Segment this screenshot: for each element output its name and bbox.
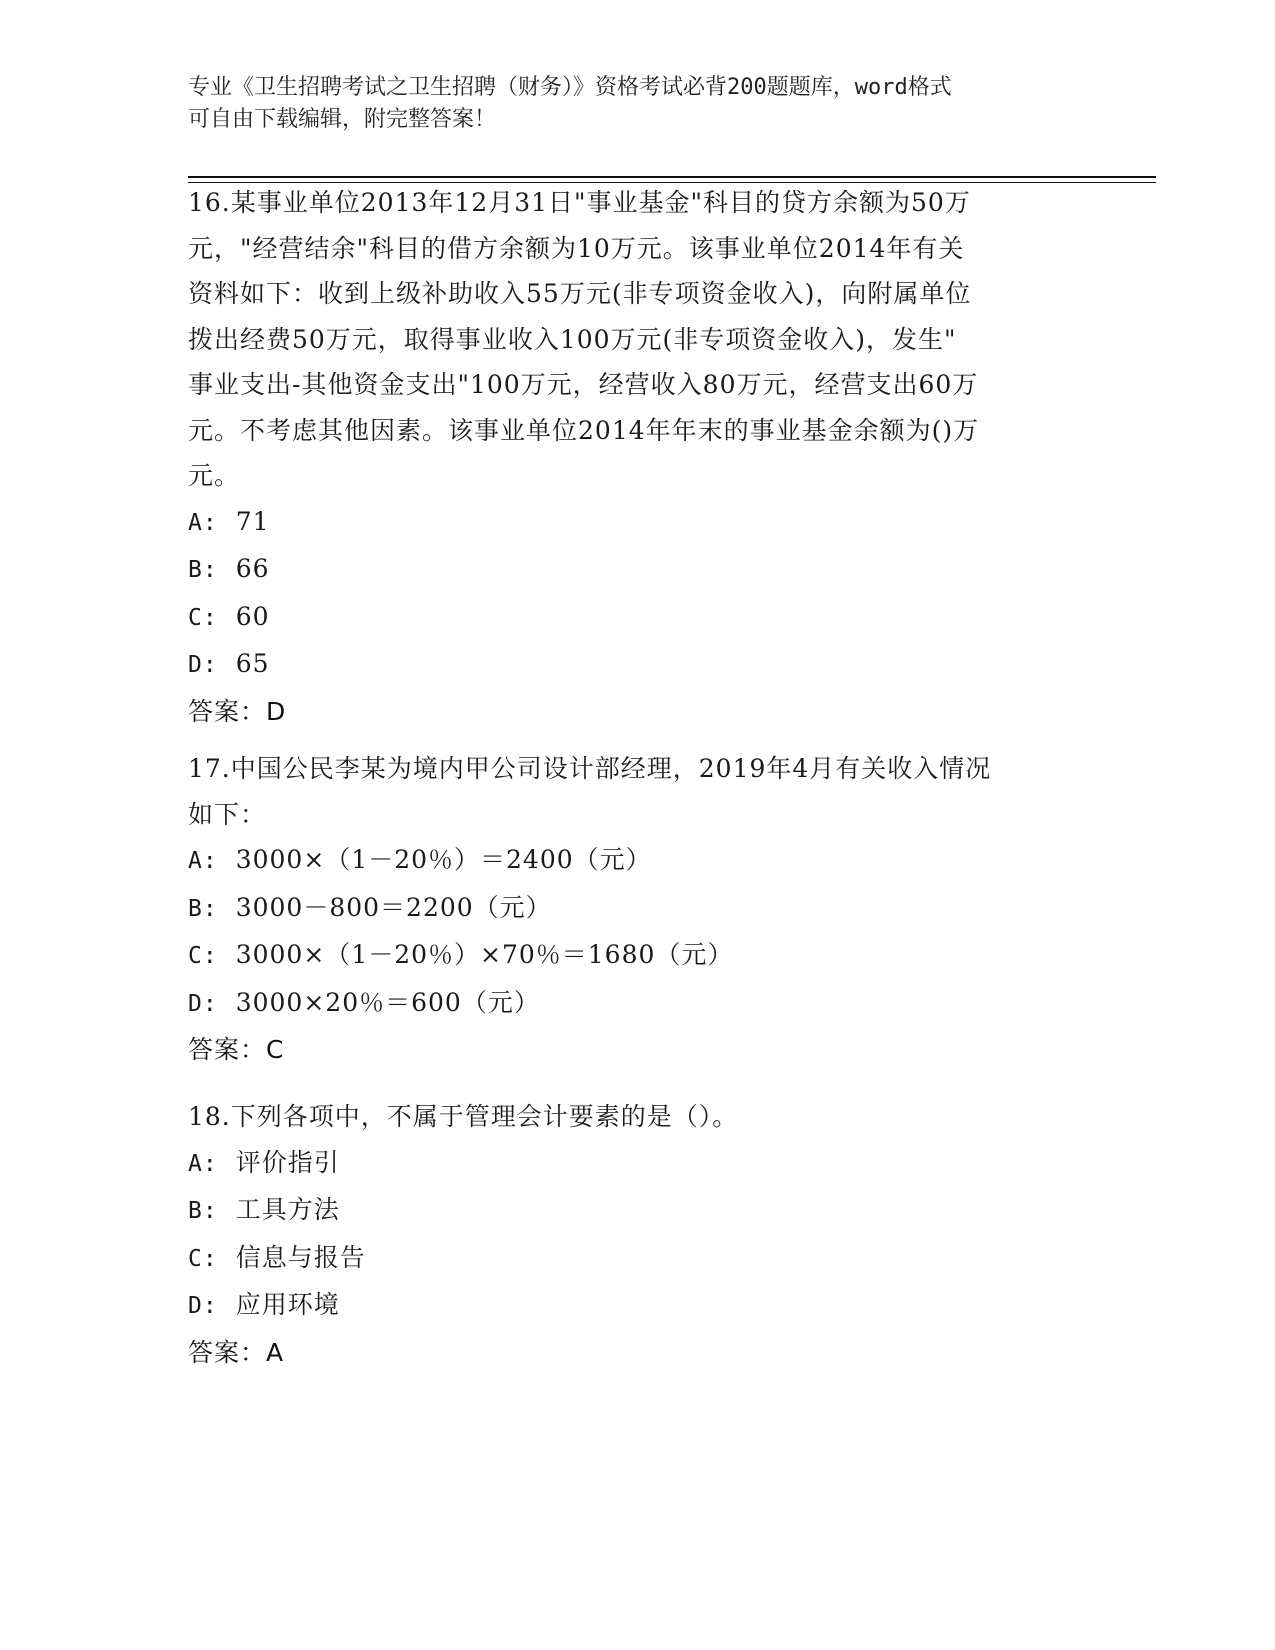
option-text: 信息与报告 bbox=[235, 1242, 366, 1272]
option-b bbox=[188, 1187, 1088, 1235]
question-stem-line: 16.某事业单位2013年12月31日"事业基金"科目的贷方余额为50万 bbox=[188, 188, 971, 217]
option-colon: : bbox=[202, 990, 218, 1017]
option-colon: : bbox=[202, 557, 218, 583]
option-text: 3000×（1－20％）×70％＝1680（元） bbox=[235, 940, 734, 969]
option-letter: D bbox=[188, 1293, 203, 1319]
question-18 bbox=[188, 1094, 1088, 1375]
option-c bbox=[188, 932, 1088, 980]
option-a bbox=[188, 1140, 1088, 1188]
option-colon: : bbox=[202, 848, 218, 874]
option-b bbox=[188, 546, 1088, 594]
option-text: 66 bbox=[235, 554, 270, 583]
option-text: 71 bbox=[235, 506, 270, 536]
option-text: 60 bbox=[235, 601, 270, 631]
option-letter: A bbox=[188, 1150, 203, 1177]
question-stem-line: 资料如下：收到上级补助收入55万元(非专项资金收入)，向附属单位 bbox=[188, 279, 972, 308]
option-d bbox=[188, 980, 1088, 1028]
option-letter: C bbox=[188, 943, 203, 969]
question-stem-line: 如下： bbox=[188, 799, 267, 829]
question-stem-line: 事业支出-其他资金支出"100万元，经营收入80万元，经营支出60万 bbox=[188, 370, 979, 399]
option-b bbox=[188, 885, 1088, 933]
option-letter: D bbox=[188, 652, 203, 678]
option-text: 应用环境 bbox=[235, 1290, 340, 1319]
option-letter: B bbox=[188, 1198, 203, 1224]
option-c bbox=[188, 1235, 1088, 1283]
option-d bbox=[188, 1282, 1088, 1330]
option-a bbox=[188, 837, 1088, 885]
option-colon: : bbox=[202, 1245, 218, 1272]
option-colon: : bbox=[202, 943, 218, 969]
option-text: 工具方法 bbox=[235, 1195, 340, 1224]
answer-line: 答案：D bbox=[188, 696, 287, 726]
option-colon: : bbox=[202, 604, 218, 631]
header-line-2: 可自由下载编辑，附完整答案！ bbox=[188, 107, 497, 132]
answer-line: 答案：C bbox=[188, 1035, 285, 1064]
option-text: 65 bbox=[235, 649, 270, 678]
header-line-1: 专业《卫生招聘考试之卫生招聘（财务）》资格考试必背200题题库，word格式 bbox=[188, 75, 952, 100]
answer-line: 答案：A bbox=[188, 1337, 285, 1367]
option-d bbox=[188, 641, 1088, 689]
question-stem-line: 18.下列各项中，不属于管理会计要素的是（）。 bbox=[188, 1102, 739, 1131]
option-a bbox=[188, 499, 1088, 547]
question-16 bbox=[188, 180, 1088, 734]
option-colon: : bbox=[202, 509, 218, 536]
document-header bbox=[188, 72, 1068, 136]
option-colon: : bbox=[202, 652, 218, 678]
option-letter: B bbox=[188, 895, 203, 922]
option-colon: : bbox=[202, 1150, 218, 1177]
question-stem-line: 元。 bbox=[188, 461, 241, 490]
question-stem-line: 拨出经费50万元，取得事业收入100万元(非专项资金收入)，发生" bbox=[188, 324, 957, 354]
question-17 bbox=[188, 746, 1088, 1073]
header-divider-thick bbox=[188, 176, 1156, 178]
option-letter: C bbox=[188, 1245, 203, 1272]
question-stem-line: 17.中国公民李某为境内甲公司设计部经理，2019年4月有关收入情况 bbox=[188, 754, 992, 783]
option-text: 3000×（1－20％）＝2400（元） bbox=[235, 845, 652, 874]
option-text: 3000－800＝2200（元） bbox=[235, 892, 552, 922]
option-letter: D bbox=[188, 990, 203, 1017]
question-stem-line: 元。不考虑其他因素。该事业单位2014年年末的事业基金余额为()万 bbox=[188, 415, 980, 445]
option-colon: : bbox=[202, 1293, 218, 1319]
option-letter: A bbox=[188, 509, 203, 536]
option-letter: A bbox=[188, 848, 203, 874]
option-text: 3000×20％＝600（元） bbox=[235, 987, 540, 1017]
option-text: 评价指引 bbox=[235, 1147, 340, 1177]
option-colon: : bbox=[202, 895, 218, 922]
option-colon: : bbox=[202, 1198, 218, 1224]
option-c bbox=[188, 594, 1088, 642]
option-letter: B bbox=[188, 557, 203, 583]
question-stem-line: 元，"经营结余"科目的借方余额为10万元。该事业单位2014年有关 bbox=[188, 233, 965, 263]
option-letter: C bbox=[188, 604, 203, 631]
